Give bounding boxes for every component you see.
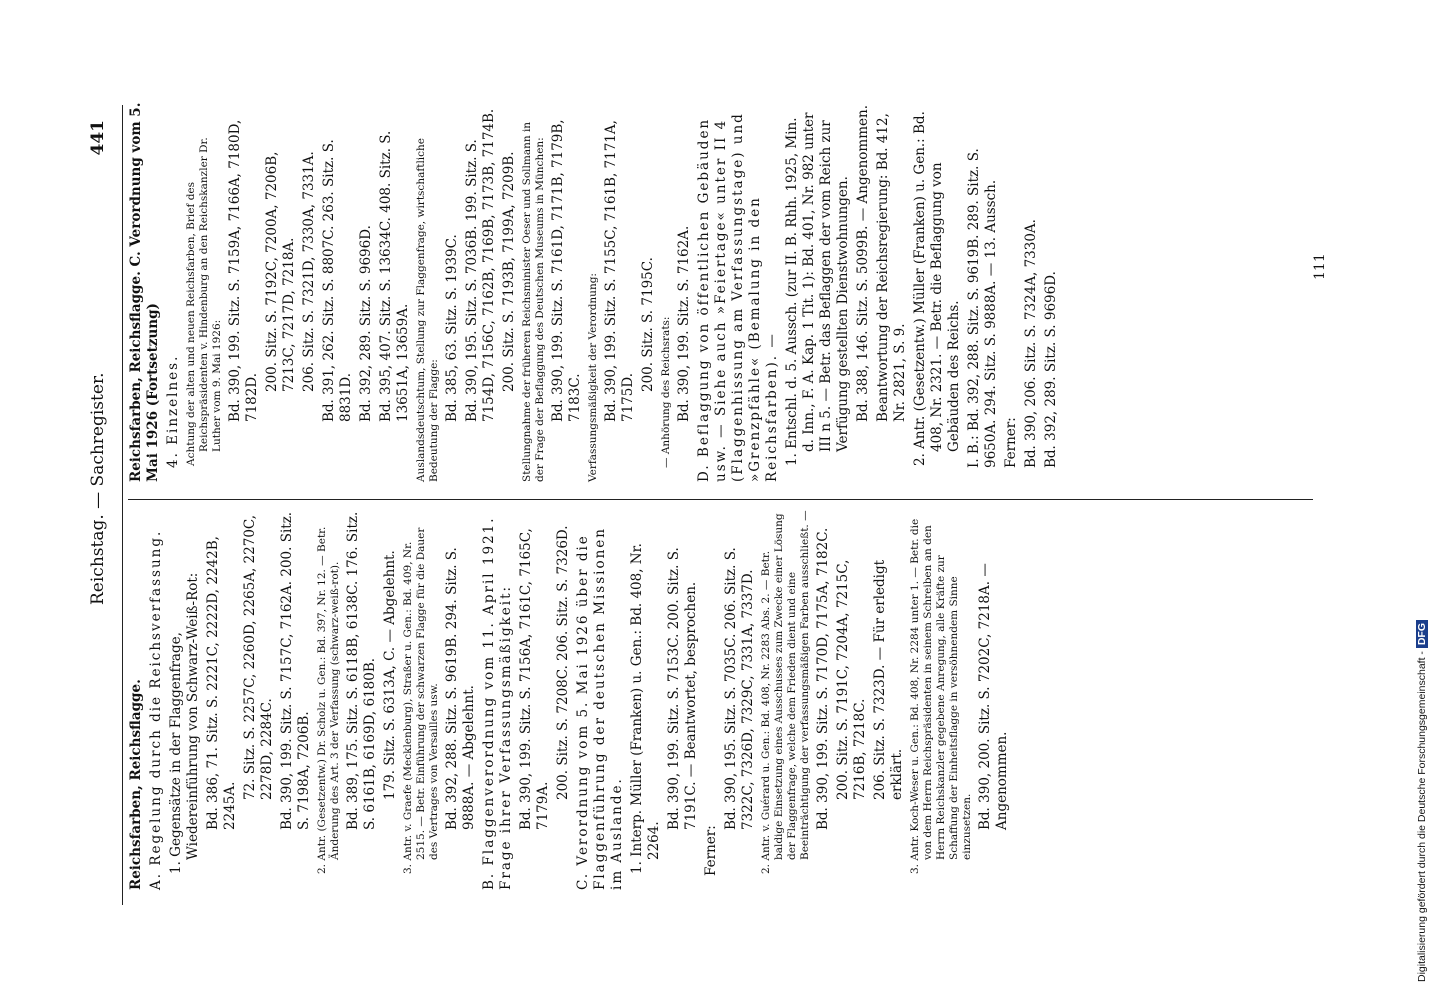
reference: 200. Sitz. S. 7192C, 7200A, 7206B, 7213C, 7217D, 7218A. <box>264 151 297 392</box>
reference: Bd. 395, 407. Sitz. S. 13634C. 408. Sitz. S. 13651A, 13659A. <box>378 130 411 422</box>
reference: 200. Sitz. S. 7208C. 206. Sitz. S. 7326D. <box>555 525 571 800</box>
reference: 179. Sitz. S. 6313A, C. — Abgelehnt. <box>382 550 398 800</box>
reference: Bd. 385, 63. Sitz. S. 1939C. <box>444 234 460 422</box>
continued-heading: Reichsfarben, Reichsflagge. C. Verordnung vom 5. Mai 1926 (Fortsetzung) <box>128 102 161 482</box>
reference: I. B.: Bd. 392, 288. Sitz. S. 9619B. 289. Sitz. S. 9650A. 294. Sitz. S. 9888A. — 13. Aussch. <box>966 148 999 468</box>
reference: Bd. 390, 200. Sitz. S. 7202C, 7218A. — Angenommen. <box>977 563 1010 830</box>
subsection-heading: A. Regelung durch die Reichsverfassung. <box>148 529 164 890</box>
reference: 72. Sitz. S. 2257C, 2260D, 2265A, 2270C, 2278D, 2284C. <box>242 514 275 800</box>
reference: Bd. 390, 195. Sitz. S. 7036B. 199. Sitz. S. 7154D, 7156C, 7162B, 7169B, 7173B, 7174B. <box>464 108 497 422</box>
left-column <box>128 510 1014 890</box>
entry: 2. Antr. v. Guérard u. Gen.: Bd. 408, Nr. 2283 Abs. 2. — Betr. baldige Einsetzung eines Ausschusses zum Zwecke einer Lösung der Flaggenfrage, welche dem Frieden dient und eine Beeinträchtigung der verfassungsmäßigen Farben ausschließt. — <box>760 510 811 874</box>
reference: Bd. 390, 199. Sitz. S. 7155C, 7161B, 7171A, 7175D. <box>603 120 636 422</box>
reference: 200. Sitz. S. 7191C, 7204A, 7215C, 7216B, 7218C. <box>835 559 868 800</box>
watermark-text: Digitalisierung gefördert durch die Deutsche Forschungsgemeinschaft - <box>1416 651 1428 982</box>
entry: 1. Gegensätze in der Flaggenfrage, Wiedereinführung von Schwarz-Weiß-Rot: <box>168 572 201 874</box>
reference: Bd. 392, 289. Sitz. S. 9696D. <box>1043 271 1059 468</box>
reference: Bd. 390, 199. Sitz. S. 7162A. <box>676 225 692 422</box>
reference: Bd. 386, 71. Sitz. S. 2221C, 2222D, 2242B, 2245A. <box>205 536 238 830</box>
reference: Bd. 390, 199. Sitz. S. 7159A, 7166A, 7180D, 7182D. <box>227 119 260 422</box>
reference: Bd. 392, 288. Sitz. S. 9619B. 294. Sitz. S. 9888A. — Abgelehnt. <box>444 547 477 830</box>
entry: 2. Antr. (Gesetzentw.) Dr. Scholz u. Gen.: Bd. 397, Nr. 12. — Betr. Änderung des Art. 3 der Verfassung (schwarz-weiß-rot). <box>316 526 341 874</box>
label-ferner: Ferner: <box>703 825 719 876</box>
column-divider <box>128 499 1313 500</box>
entry: 1. Entschl. d. 5. Aussch. (zur II. B. Rhh. 1925, Min. d. Inn., F. A. Kap. 1 Tit. 1): Bd. 401, Nr. 982 unter III n 5. — Betr. das Beflaggen der vom Reich zur Verfügung gestellten Dienstwohnungen. <box>784 112 851 466</box>
reference: 200. Sitz. S. 7193B, 7199A, 7209B. <box>501 151 517 392</box>
section-heading: Reichsfarben, Reichsflagge. <box>128 679 144 890</box>
entry: 2. Antr. (Gesetzentw.) Müller (Franken) u. Gen.: Bd. 408, Nr. 2321. — Betr. die Beflaggung von Gebäuden des Reichs. <box>912 111 962 466</box>
entry: Stellungnahme der früheren Reichsminister Oeser und Sollmann in der Frage der Beflaggung des Deutschen Museums in München: <box>521 121 546 482</box>
label-ferner: Ferner: <box>1003 417 1019 468</box>
reference: Beantwortung der Reichsregierung: Bd. 412, Nr. 2821, S. 9. <box>875 113 908 422</box>
digitization-watermark <box>1416 8 1434 992</box>
reference: 206. Sitz. S. 7323D. — Für erledigt erklärt. <box>872 559 905 800</box>
subsection-heading: D. Beflaggung von öffentlichen Gebäuden usw. — Siehe auch »Feiertage« unter II 4 (Flaggenhissung am Verfassungstage) und »Grenzpfähle« (Bemalung in den Reichsfarben). — <box>696 112 780 482</box>
reference: Bd. 388, 146. Sitz. S. 5099B. — Angenommen. <box>855 104 871 422</box>
reference: Bd. 389, 175. Sitz. S. 6118B, 6138C. 176. Sitz. S. 6161B, 6169D, 6180B. <box>345 511 378 830</box>
header-rule <box>122 105 123 905</box>
reference: Bd. 390, 199. Sitz. S. 7161D, 7171B, 7179B, 7183C. <box>550 119 583 422</box>
entry: Verfassungsmäßigkeit der Verordnung: <box>587 273 599 482</box>
entry: Auslandsdeutschtum, Stellung zur Flaggenfrage, wirtschaftliche Bedeutung der Flagge: <box>415 137 440 482</box>
reference: Bd. 390, 199. Sitz. S. 7153C. 200. Sitz. S. 7191C. — Beantwortet, besprochen. <box>666 547 699 830</box>
page-number: 441 <box>88 120 108 156</box>
reference: Bd. 390, 199. Sitz. S. 7157C, 7162A. 200. Sitz. S. 7198A, 7206B. <box>279 511 312 830</box>
reference: 206. Sitz. S. 7321D, 7330A, 7331A. <box>301 151 317 392</box>
entry: 1. Interp. Müller (Franken) u. Gen.: Bd. 408, Nr. 2264. <box>629 543 662 874</box>
subsection-heading: C. Verordnung vom 5. Mai 1926 über die Flaggenführung der deutschen Missionen im Auslande. <box>575 527 625 890</box>
entry: Achtung der alten und neuen Reichsfarben, Brief des Reichspräsidenten v. Hindenburg an den Reichskanzler Dr. Luther vom 9. Mai 1926: <box>185 137 223 466</box>
entry: 3. Antr. Koch-Weser u. Gen.: Bd. 408, Nr. 2284 unter 1. — Betr. die von dem Herrn Reichspräsidenten in seinem Schreiben an den Herrn Reichskanzler gegebene Anregung, alle Kräfte zur Schaffung der Einheitsflagge in versöhnendem Sinne einzusetzen. <box>909 518 973 874</box>
reference: Bd. 391, 262. Sitz. S. 8807C. 263. Sitz. S. 8831D. <box>321 139 354 422</box>
reference: Bd. 390, 206. Sitz. S. 7324A, 7330A. <box>1023 219 1039 468</box>
entry: — Anhörung des Reichsrats: <box>660 316 672 468</box>
running-title: Reichstag. — Sachregister. <box>88 372 108 605</box>
signature-mark: 111 <box>1312 253 1328 280</box>
reference: 200. Sitz. S. 7195C. <box>640 257 656 392</box>
entry: 3. Antr. v. Graefe (Mecklenburg), Straßer u. Gen.: Bd. 409, Nr. 2515. — Betr. Einführung der schwarzen Flagge für die Dauer des Vertrages von Versailles usw. <box>402 527 440 874</box>
page-header <box>88 0 122 1000</box>
dfg-logo: DFG <box>1416 620 1428 648</box>
reference: Bd. 392, 289. Sitz. S. 9696D. <box>358 225 374 422</box>
subsection-heading: B. Flaggenverordnung vom 11. April 1921. Frage ihrer Verfassungsmäßigkeit: <box>481 516 514 890</box>
reference: Bd. 390, 199. Sitz. S. 7156A, 7161C, 7165C, 7179A. <box>518 528 551 830</box>
subsection-heading: 4. Einzelnes. <box>165 354 181 468</box>
reference: Bd. 390, 199. Sitz. S. 7170D, 7175A, 7182C. <box>815 527 831 830</box>
right-column <box>128 102 1063 482</box>
reference: Bd. 390, 195. Sitz. S. 7035C. 206. Sitz. S. 7322C, 7326D, 7329C, 7331A, 7337D. <box>723 547 756 830</box>
